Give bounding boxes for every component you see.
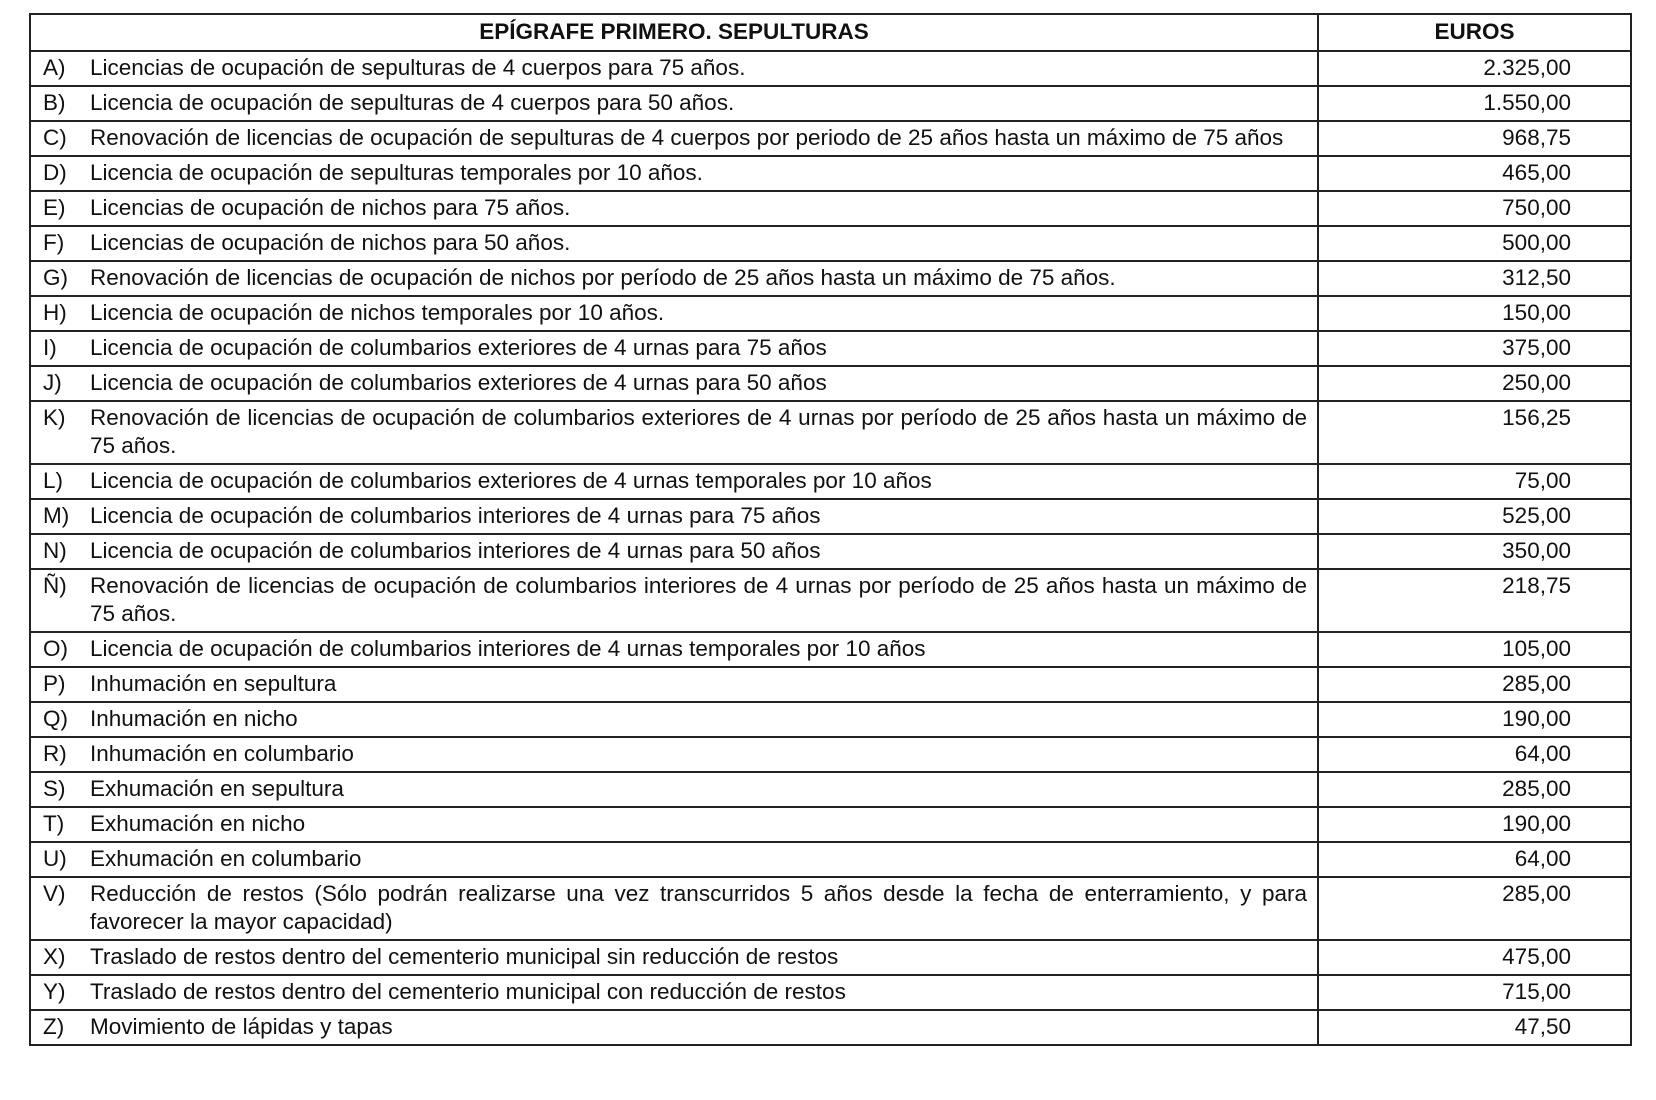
amount-cell: 64,00 [1318,737,1631,772]
item-description: Licencia de ocupación de columbarios interiores de 4 urnas para 75 años [90,503,821,528]
concept-cell [30,366,1318,401]
list-item [31,124,1307,152]
item-description: Licencia de ocupación de nichos temporales por 10 años. [90,300,665,325]
item-description: Inhumación en columbario [90,741,354,766]
table-row [30,1010,1631,1045]
item-description: Renovación de licencias de ocupación de sepulturas de 4 cuerpos por periodo de 25 años hasta un máximo de 75 años [90,125,1284,150]
item-description: Traslado de restos dentro del cementerio municipal con reducción de restos [90,979,846,1004]
item-letter: N) [43,538,67,563]
amount-cell: 475,00 [1318,940,1631,975]
item-letter: K) [43,405,66,430]
table-row [30,940,1631,975]
amount-cell: 312,50 [1318,261,1631,296]
item-letter: F) [43,230,65,255]
list-item [31,229,1307,257]
list-item [31,880,1307,936]
concept-cell [30,807,1318,842]
item-description: Licencias de ocupación de sepulturas de 4 cuerpos para 75 años. [90,55,746,80]
amount-cell: 285,00 [1318,667,1631,702]
concept-cell [30,772,1318,807]
table-row [30,261,1631,296]
concept-cell [30,975,1318,1010]
fee-table [29,13,1632,1046]
amount-cell: 218,75 [1318,569,1631,632]
item-description: Licencia de ocupación de columbarios exteriores de 4 urnas para 75 años [90,335,827,360]
list-item [31,943,1307,971]
item-description: Exhumación en columbario [90,846,362,871]
table-row [30,156,1631,191]
item-description: Licencia de ocupación de columbarios exteriores de 4 urnas temporales por 10 años [90,468,932,493]
table-row [30,702,1631,737]
item-letter: S) [43,776,66,801]
amount-cell: 465,00 [1318,156,1631,191]
concept-cell [30,737,1318,772]
item-description: Exhumación en nicho [90,811,306,836]
amount-cell: 285,00 [1318,877,1631,940]
item-description: Licencia de ocupación de columbarios interiores de 4 urnas temporales por 10 años [90,636,926,661]
amount-cell: 47,50 [1318,1010,1631,1045]
concept-cell [30,331,1318,366]
table-row [30,226,1631,261]
item-letter: L) [43,468,64,493]
amount-cell: 525,00 [1318,499,1631,534]
amount-cell: 150,00 [1318,296,1631,331]
list-item [31,537,1307,565]
concept-cell [30,121,1318,156]
table-row [30,331,1631,366]
item-description: Licencias de ocupación de nichos para 75 años. [90,195,571,220]
list-item [31,635,1307,663]
amount-cell: 190,00 [1318,807,1631,842]
concept-cell [30,464,1318,499]
concept-column-header: EPÍGRAFE PRIMERO. SEPULTURAS [30,14,1318,51]
table-row [30,51,1631,86]
item-description: Licencia de ocupación de columbarios interiores de 4 urnas para 50 años [90,538,821,563]
concept-cell [30,632,1318,667]
item-description: Inhumación en sepultura [90,671,337,696]
list-item [31,572,1307,628]
table-row [30,877,1631,940]
amount-cell: 2.325,00 [1318,51,1631,86]
list-item [31,670,1307,698]
item-description: Movimiento de lápidas y tapas [90,1014,393,1039]
concept-cell [30,191,1318,226]
item-description: Renovación de licencias de ocupación de columbarios interiores de 4 urnas por período de 25 años hasta un máximo de 75 años. [90,573,1307,626]
list-item [31,334,1307,362]
item-letter: X) [43,944,66,969]
table-row [30,842,1631,877]
item-description: Licencia de ocupación de columbarios exteriores de 4 urnas para 50 años [90,370,827,395]
list-item [31,264,1307,292]
item-description: Inhumación en nicho [90,706,298,731]
concept-cell [30,842,1318,877]
item-description: Exhumación en sepultura [90,776,344,801]
amount-cell: 715,00 [1318,975,1631,1010]
concept-cell [30,702,1318,737]
concept-cell [30,261,1318,296]
list-item [31,775,1307,803]
concept-cell [30,226,1318,261]
list-item [31,194,1307,222]
amount-cell: 1.550,00 [1318,86,1631,121]
concept-cell [30,156,1318,191]
table-row [30,737,1631,772]
list-item [31,89,1307,117]
list-item [31,1013,1307,1041]
item-description: Licencia de ocupación de sepulturas temporales por 10 años. [90,160,703,185]
item-letter: H) [43,300,67,325]
list-item [31,740,1307,768]
amount-cell: 190,00 [1318,702,1631,737]
amount-cell: 75,00 [1318,464,1631,499]
table-header-row [30,14,1631,51]
item-letter: C) [43,125,67,150]
item-letter: A) [43,55,66,80]
item-letter: D) [43,160,67,185]
table-row [30,534,1631,569]
amount-cell: 250,00 [1318,366,1631,401]
item-letter: M) [43,503,70,528]
item-letter: Y) [43,979,66,1004]
item-letter: I) [43,335,57,360]
list-item [31,54,1307,82]
item-letter: R) [43,741,67,766]
item-description: Traslado de restos dentro del cementerio municipal sin reducción de restos [90,944,839,969]
item-letter: B) [43,90,66,115]
concept-cell [30,877,1318,940]
list-item [31,467,1307,495]
concept-cell [30,667,1318,702]
item-letter: V) [43,881,66,906]
concept-cell [30,534,1318,569]
item-description: Reducción de restos (Sólo podrán realizarse una vez transcurridos 5 años desde la fecha de enterramiento, y para favorecer la mayor capacidad) [90,881,1307,934]
item-letter: E) [43,195,66,220]
table-row [30,464,1631,499]
list-item [31,404,1307,460]
item-description: Renovación de licencias de ocupación de columbarios exteriores de 4 urnas por período de 25 años hasta un máximo de 75 años. [90,405,1307,458]
amount-cell: 350,00 [1318,534,1631,569]
item-letter: J) [43,370,62,395]
table-row [30,632,1631,667]
table-row [30,569,1631,632]
table-row [30,86,1631,121]
item-letter: G) [43,265,68,290]
amount-cell: 500,00 [1318,226,1631,261]
table-row [30,366,1631,401]
concept-cell [30,296,1318,331]
amount-cell: 750,00 [1318,191,1631,226]
list-item [31,705,1307,733]
amount-cell: 105,00 [1318,632,1631,667]
item-letter: T) [43,811,65,836]
amount-cell: 64,00 [1318,842,1631,877]
table-row [30,975,1631,1010]
table-row [30,499,1631,534]
item-letter: P) [43,671,66,696]
item-description: Renovación de licencias de ocupación de nichos por período de 25 años hasta un máximo de 75 años. [90,265,1116,290]
concept-cell [30,499,1318,534]
list-item [31,978,1307,1006]
item-letter: U) [43,846,67,871]
list-item [31,845,1307,873]
concept-cell [30,940,1318,975]
table-row [30,772,1631,807]
list-item [31,299,1307,327]
table-row [30,807,1631,842]
item-letter: Q) [43,706,68,731]
amount-cell: 375,00 [1318,331,1631,366]
table-row [30,121,1631,156]
item-description: Licencias de ocupación de nichos para 50 años. [90,230,571,255]
list-item [31,810,1307,838]
concept-cell [30,86,1318,121]
fee-rows [30,51,1631,1045]
concept-cell [30,1010,1318,1045]
list-item [31,502,1307,530]
concept-cell [30,51,1318,86]
list-item [31,369,1307,397]
item-description: Licencia de ocupación de sepulturas de 4 cuerpos para 50 años. [90,90,735,115]
amount-cell: 285,00 [1318,772,1631,807]
concept-cell [30,569,1318,632]
table-row [30,296,1631,331]
amount-column-header: EUROS [1318,14,1631,51]
table-row [30,667,1631,702]
amount-cell: 968,75 [1318,121,1631,156]
concept-cell [30,401,1318,464]
amount-cell: 156,25 [1318,401,1631,464]
list-item [31,159,1307,187]
item-letter: Ñ) [43,573,67,598]
item-letter: O) [43,636,68,661]
table-row [30,401,1631,464]
item-letter: Z) [43,1014,65,1039]
table-row [30,191,1631,226]
